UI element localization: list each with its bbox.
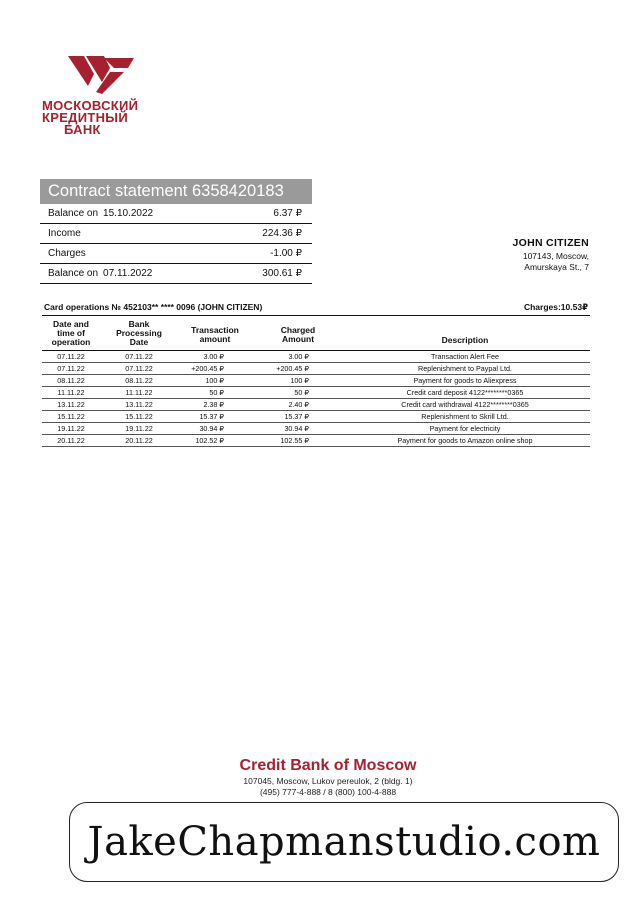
summary-value: 300.61 ₽ [262,268,302,279]
logo-text-line-3: БАНК [64,122,101,137]
cell-description: Credit card deposit 4122********0365 [406,388,524,397]
cell-charged: 30.94 ₽ [284,424,309,433]
card-operations-charges: Charges:10.53₽ [523,302,588,312]
cell-processing: 07.11.22 [125,364,153,373]
cell-transaction: 30.94 ₽ [199,424,224,433]
cell-description: Credit card withdrawal 4122********0365 [401,400,529,409]
cell-processing: 20.11.22 [125,436,153,445]
col-header-charged: Charged Amount [280,325,316,344]
cell-date: 07.11.22 [57,364,85,373]
cell-description: Replenishment to Paypal Ltd. [418,364,512,373]
footer-address: 107045, Moscow, Lukov pereulok, 2 (bldg. 1) [243,776,413,786]
cell-processing: 11.11.22 [125,388,153,397]
cell-charged: 2.40 ₽ [288,400,309,409]
customer-address-line-1: 107143, Moscow, [522,251,589,261]
summary-value: 224.36 ₽ [262,228,302,239]
watermark-text: JakeChapmanstudio.com [87,819,601,865]
bank-logo-icon [64,52,136,96]
logo-text-line-2: КРЕДИТНЫЙ [42,110,128,125]
cell-charged: 102.55 ₽ [280,436,309,445]
cell-transaction: +200.45 ₽ [191,364,224,373]
summary-row-opening-balance [40,204,312,224]
footer-phones: (495) 777-4-888 / 8 (800) 100-4-888 [259,787,397,797]
cell-description: Replenishment to Skrill Ltd. [421,412,509,421]
cell-transaction: 3.00 ₽ [203,352,224,361]
cell-description: Transaction Alert Fee [430,352,500,361]
cell-transaction: 100 ₽ [205,376,224,385]
cell-charged: +200.45 ₽ [276,364,309,373]
cell-processing: 07.11.22 [125,352,153,361]
summary-value: 6.37 ₽ [273,208,302,219]
col-header-transaction: Transaction amount [191,325,239,344]
summary-value: -1.00 ₽ [270,248,302,259]
cell-date: 08.11.22 [57,376,85,385]
footer-brand: Credit Bank of Moscow [239,757,417,774]
summary-date: 07.11.2022 [103,268,153,279]
cell-transaction: 15.37 ₽ [199,412,224,421]
cell-date: 15.11.22 [57,412,85,421]
cell-date: 11.11.22 [57,388,85,397]
cell-description: Payment for goods to Aliexpress [413,376,517,385]
cell-transaction: 102.52 ₽ [195,436,224,445]
summary-label: Income [48,228,81,239]
customer-address-line-2: Amurskaya St., 7 [524,262,589,272]
cell-processing: 08.11.22 [125,376,153,385]
summary-label: Balance on [48,268,99,279]
summary-row-closing-balance [40,264,312,284]
cell-processing: 13.11.22 [125,400,153,409]
cell-date: 20.11.22 [57,436,85,445]
summary-date: 15.10.2022 [103,208,154,219]
table-row-rule [42,446,590,447]
cell-date: 19.11.22 [57,424,85,433]
cell-processing: 15.11.22 [125,412,153,421]
cell-charged: 100 ₽ [290,376,309,385]
cell-date: 07.11.22 [57,352,85,361]
cell-transaction: 50 ₽ [209,388,224,397]
logo-text-line-1: МОСКОВСКИЙ [42,98,139,113]
cell-date: 13.11.22 [57,400,85,409]
contract-statement-title: Contract statement 6358420183 [40,179,312,204]
cell-description: Payment for electricity [429,424,501,433]
summary-row-income [40,224,312,244]
summary-label: Charges [48,248,86,259]
col-header-processing: Bank Processing Date [116,319,162,347]
summary-label: Balance on [48,208,99,219]
cell-charged: 15.37 ₽ [284,412,309,421]
cell-description: Payment for goods to Amazon online shop [397,436,533,445]
operations-top-rule [42,315,590,316]
cell-transaction: 2.38 ₽ [203,400,224,409]
cell-processing: 19.11.22 [125,424,153,433]
col-header-description: Description [441,335,489,345]
card-operations-title: Card operations № 452103** **** 0096 (JOHN CITIZEN) [44,302,263,312]
cell-charged: 50 ₽ [294,388,309,397]
summary-row-charges [40,244,312,264]
customer-name: JOHN CITIZEN [512,237,589,249]
col-header-date: Date and time of operation [51,319,91,347]
cell-charged: 3.00 ₽ [288,352,309,361]
